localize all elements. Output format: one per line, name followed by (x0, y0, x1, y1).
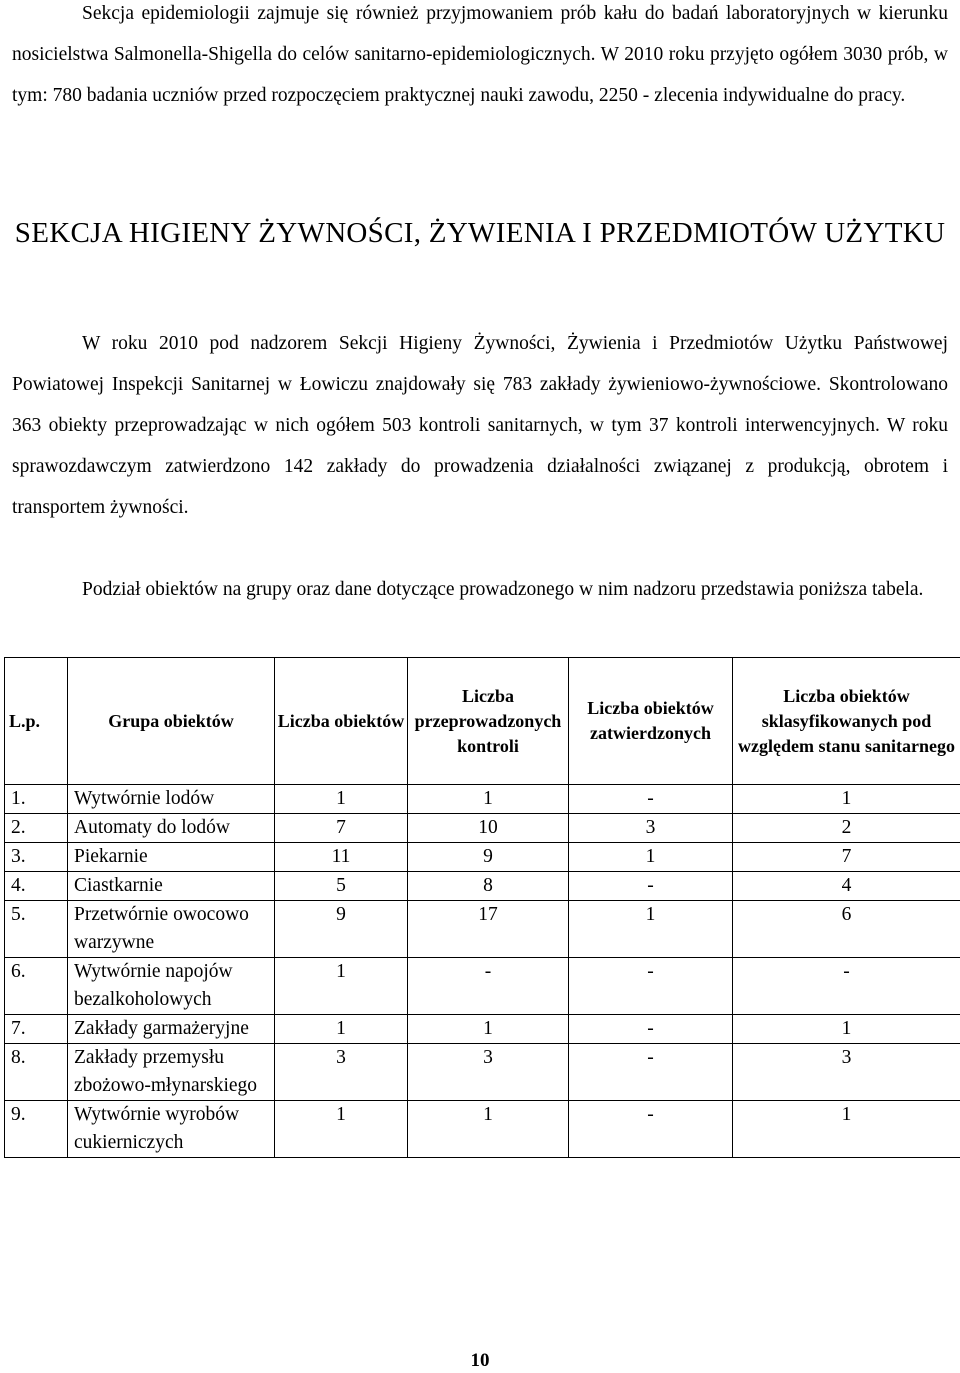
table-row (5, 1101, 960, 1158)
cell-inspections: 17 (408, 901, 569, 958)
header-count: Liczba obiektów (275, 658, 408, 785)
section-title: SEKCJA HIGIENY ŻYWNOŚCI, ŻYWIENIA I PRZEDMIOTÓW UŻYTKU (14, 217, 946, 249)
table-row (5, 1044, 960, 1101)
header-lp: L.p. (5, 658, 68, 785)
cell-count: 11 (275, 843, 408, 872)
table-row (5, 1015, 960, 1044)
cell-inspections: 8 (408, 872, 569, 901)
cell-count: 7 (275, 814, 408, 843)
paragraph-supervision: W roku 2010 pod nadzorem Sekcji Higieny Żywności, Żywienia i Przedmiotów Użytku Państwowej Powiatowej Inspekcji Sanitarnej w Łowiczu znajdowały się 783 zakłady żywieniowo-żywnościowe. Skontrolowano 363 obiekty przeprowadzając w nich ogółem 503 kontroli sanitarnych, w tym 37 kontroli interwencyjnych. W roku sprawozdawczym zatwierdzono 142 zakłady do prowadzenia działalności związanej z produkcją, obrotem i transportem żywności. (12, 333, 948, 518)
cell-inspections: 1 (408, 1015, 569, 1044)
table-row (5, 958, 960, 1015)
cell-group: Ciastkarnie (68, 872, 275, 901)
paragraph-table-intro: Podział obiektów na grupy oraz dane dotyczące prowadzonego w nim nadzoru przedstawia poniższa tabela. (82, 579, 924, 600)
cell-lp: 6. (5, 958, 68, 1015)
cell-count: 1 (275, 1101, 408, 1158)
cell-inspections: 10 (408, 814, 569, 843)
cell-group: Zakłady garmażeryjne (68, 1015, 275, 1044)
header-approved: Liczba obiektów zatwierdzonych (569, 658, 733, 785)
cell-group: Wytwórnie napojów bezalkoholowych (68, 958, 275, 1015)
cell-classified: 2 (733, 814, 960, 843)
cell-lp: 5. (5, 901, 68, 958)
header-inspections: Liczba przeprowadzonych kontroli (408, 658, 569, 785)
cell-approved: - (569, 1015, 733, 1044)
cell-group: Wytwórnie wyrobów cukierniczych (68, 1101, 275, 1158)
cell-inspections: 3 (408, 1044, 569, 1101)
cell-approved: - (569, 1101, 733, 1158)
cell-group: Przetwórnie owocowo warzywne (68, 901, 275, 958)
page-number: 10 (470, 1350, 490, 1371)
header-classified: Liczba obiektów sklasyfikowanych pod względem stanu sanitarnego (733, 658, 960, 785)
header-group: Grupa obiektów (68, 658, 275, 785)
cell-group: Automaty do lodów (68, 814, 275, 843)
cell-lp: 3. (5, 843, 68, 872)
table-row (5, 843, 960, 872)
cell-lp: 7. (5, 1015, 68, 1044)
cell-classified: 1 (733, 785, 960, 814)
cell-count: 3 (275, 1044, 408, 1101)
cell-group: Piekarnie (68, 843, 275, 872)
cell-lp: 4. (5, 872, 68, 901)
cell-approved: 3 (569, 814, 733, 843)
intro-paragraph: Sekcja epidemiologii zajmuje się również przyjmowaniem prób kału do badań laboratoryjnych w kierunku nosicielstwa Salmonella-Shigella do celów sanitarno-epidemiologicznych. W 2010 roku przyjęto ogółem 3030 prób, w tym: 780 badania uczniów przed rozpoczęciem praktycznej nauki zawodu, 2250 - zlecenia indywidualne do pracy. (12, 3, 948, 106)
cell-classified: 6 (733, 901, 960, 958)
cell-lp: 2. (5, 814, 68, 843)
table-header-row (5, 658, 960, 785)
cell-classified: 1 (733, 1101, 960, 1158)
cell-approved: - (569, 958, 733, 1015)
cell-inspections: 1 (408, 785, 569, 814)
cell-lp: 8. (5, 1044, 68, 1101)
cell-inspections: 9 (408, 843, 569, 872)
cell-approved: - (569, 872, 733, 901)
cell-classified: 4 (733, 872, 960, 901)
cell-group: Wytwórnie lodów (68, 785, 275, 814)
cell-approved: - (569, 1044, 733, 1101)
cell-count: 9 (275, 901, 408, 958)
cell-classified: 7 (733, 843, 960, 872)
cell-count: 1 (275, 1015, 408, 1044)
cell-count: 5 (275, 872, 408, 901)
cell-lp: 9. (5, 1101, 68, 1158)
table-row (5, 901, 960, 958)
table-row (5, 785, 960, 814)
cell-classified: 1 (733, 1015, 960, 1044)
cell-inspections: - (408, 958, 569, 1015)
table-row (5, 814, 960, 843)
table-row (5, 872, 960, 901)
cell-group: Zakłady przemysłu zbożowo-młynarskiego (68, 1044, 275, 1101)
cell-lp: 1. (5, 785, 68, 814)
cell-classified: 3 (733, 1044, 960, 1101)
cell-count: 1 (275, 785, 408, 814)
cell-classified: - (733, 958, 960, 1015)
cell-count: 1 (275, 958, 408, 1015)
objects-table (4, 657, 960, 1158)
cell-approved: 1 (569, 901, 733, 958)
cell-approved: 1 (569, 843, 733, 872)
cell-approved: - (569, 785, 733, 814)
cell-inspections: 1 (408, 1101, 569, 1158)
